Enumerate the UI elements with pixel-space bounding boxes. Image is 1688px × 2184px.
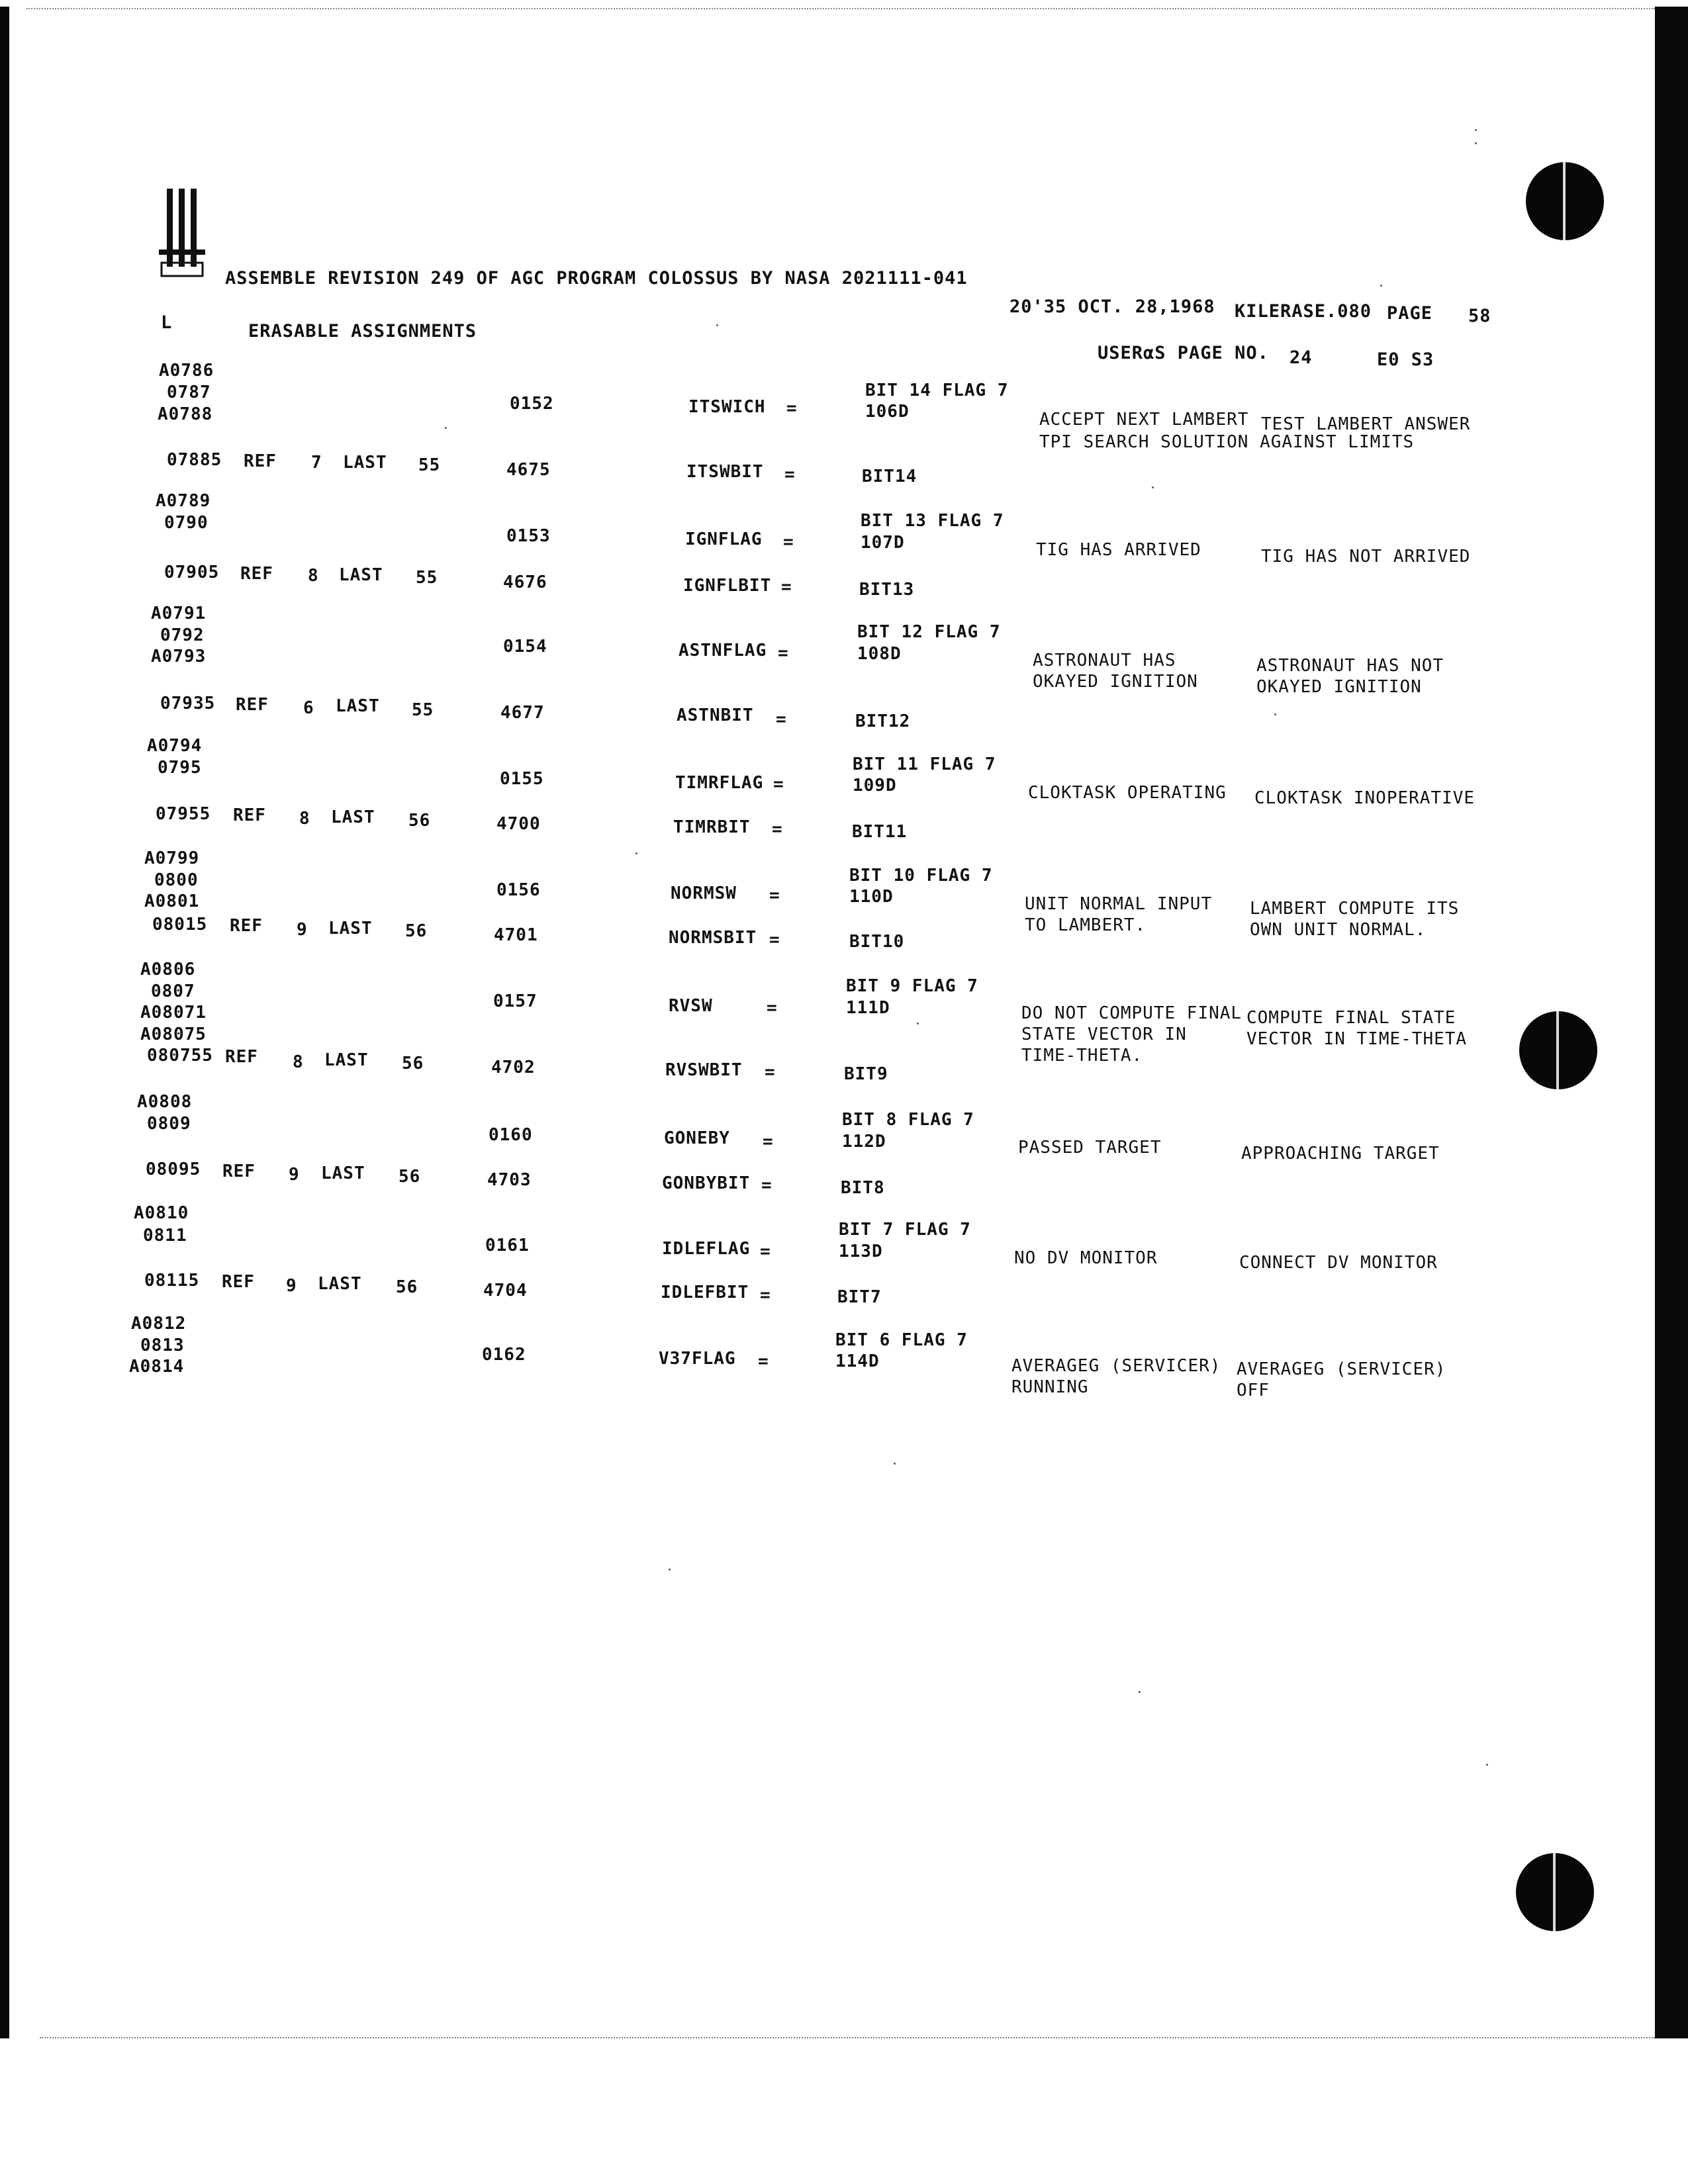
entry-reset-meaning: TEST LAMBERT ANSWER xyxy=(1261,414,1471,434)
scan-speck xyxy=(1274,713,1276,715)
left-marker: L xyxy=(161,312,173,333)
entry-symbol: IDLEFLAG xyxy=(662,1239,751,1259)
entry-id: A0794 xyxy=(147,736,203,756)
ref-count: 9 xyxy=(297,920,308,940)
scan-speck xyxy=(716,324,718,326)
entry-symbol: NORMSW xyxy=(671,884,737,903)
entry-reset-meaning: CONNECT DV MONITOR xyxy=(1239,1253,1438,1273)
entry-equals: = xyxy=(778,643,789,663)
bit-address: 4701 xyxy=(494,925,538,945)
top-scan-edge xyxy=(26,8,1655,11)
section-title: ERASABLE ASSIGNMENTS xyxy=(248,321,477,341)
last-label: LAST xyxy=(318,1274,362,1294)
scan-speck xyxy=(1475,129,1477,131)
scan-speck xyxy=(445,427,447,429)
scan-speck xyxy=(669,1569,671,1570)
entry-decimal: 114D xyxy=(835,1351,880,1371)
ref-id: 07955 xyxy=(156,804,211,824)
bit-symbol: IGNFLBIT xyxy=(683,576,772,596)
last-label: LAST xyxy=(331,807,375,827)
entry-equals: = xyxy=(781,577,792,597)
last-page: 56 xyxy=(402,1054,424,1073)
entry-set-meaning: AVERAGEG (SERVICER) RUNNING xyxy=(1011,1356,1221,1397)
entry-reset-meaning: CLOKTASK INOPERATIVE xyxy=(1254,788,1476,808)
entry-bit-flag: BIT 9 FLAG 7 xyxy=(846,976,978,996)
last-page: 55 xyxy=(418,455,441,475)
entry-equals: = xyxy=(765,1062,776,1082)
ref-id: 07905 xyxy=(164,563,220,582)
entry-id: A0812 xyxy=(131,1314,187,1334)
entry-equals: = xyxy=(769,886,780,905)
entry-symbol: ASTNFLAG xyxy=(679,641,767,660)
entry-symbol: GONEBY xyxy=(664,1128,730,1148)
entry-set-meaning: ASTRONAUT HAS OKAYED IGNITION xyxy=(1033,651,1198,692)
entry-id: 0809 xyxy=(147,1114,191,1134)
users-page-label: USERαS PAGE NO. xyxy=(1098,343,1269,363)
bit-address: 4700 xyxy=(496,814,541,834)
entry-decimal: 106D xyxy=(865,402,910,422)
entry-bit-flag: BIT 10 FLAG 7 xyxy=(849,866,993,886)
ref-id: 08095 xyxy=(146,1160,201,1179)
left-scan-border xyxy=(0,7,9,2038)
ref-id: 07885 xyxy=(167,450,222,470)
punch-hole-top xyxy=(1526,162,1604,240)
entry-reset-meaning: COMPUTE FINAL STATE VECTOR IN TIME-THETA xyxy=(1246,1008,1468,1049)
ref-label: REF xyxy=(222,1272,255,1292)
last-page: 55 xyxy=(416,568,438,588)
bit-symbol: NORMSBIT xyxy=(669,928,757,948)
scan-speck xyxy=(1486,1764,1488,1766)
bit-symbol: ITSWBIT xyxy=(686,462,764,482)
entry-equals: = xyxy=(783,532,794,552)
entry-bit-flag: BIT 13 FLAG 7 xyxy=(861,511,1004,531)
entry-decimal: 108D xyxy=(857,644,902,664)
entry-address: 0155 xyxy=(500,769,544,789)
last-page: 56 xyxy=(396,1277,418,1297)
entry-id: A0799 xyxy=(144,848,200,868)
entry-id: A08075 xyxy=(140,1024,207,1044)
last-label: LAST xyxy=(321,1163,365,1183)
entry-equals: = xyxy=(786,398,798,418)
users-page-number: 24 xyxy=(1289,347,1313,368)
entry-address: 0153 xyxy=(506,526,551,546)
bit-symbol: IDLEFBIT xyxy=(661,1283,749,1302)
bit-symbol: GONBYBIT xyxy=(662,1173,751,1193)
last-page: 55 xyxy=(412,700,434,720)
ref-label: REF xyxy=(230,916,263,936)
bit-value: BIT10 xyxy=(849,932,905,952)
ref-label: REF xyxy=(233,805,266,825)
entry-set-meaning: ACCEPT NEXT LAMBERT xyxy=(1039,410,1249,430)
entry-set-meaning: TIG HAS ARRIVED xyxy=(1036,540,1201,560)
entry-address: 0162 xyxy=(482,1345,526,1365)
bit-value: BIT12 xyxy=(855,711,911,731)
bit-address: 4702 xyxy=(491,1058,536,1077)
bit-value: BIT7 xyxy=(837,1287,882,1307)
entry-id: A0791 xyxy=(151,604,207,623)
entry-address: 0154 xyxy=(503,637,547,657)
entry-equals: = xyxy=(773,774,784,794)
scan-speck xyxy=(917,1023,919,1024)
entry-id: A0789 xyxy=(156,491,211,511)
entry-decimal: 112D xyxy=(842,1132,886,1152)
entry-equals: = xyxy=(769,930,780,950)
entry-id: 0787 xyxy=(167,383,211,402)
ref-label: REF xyxy=(244,451,277,471)
entry-bit-flag: BIT 12 FLAG 7 xyxy=(857,622,1001,642)
bit-symbol: RVSWBIT xyxy=(665,1060,743,1080)
corner-code: E0 S3 xyxy=(1377,349,1434,370)
entry-equals: = xyxy=(784,465,796,484)
assembly-title: ASSEMBLE REVISION 249 OF AGC PROGRAM COLOSSUS BY NASA 2021111-041 xyxy=(225,268,968,289)
bit-value: BIT13 xyxy=(859,580,915,600)
entry-equals: = xyxy=(776,709,787,729)
bit-value: BIT8 xyxy=(841,1178,885,1198)
entry-address: 0156 xyxy=(496,880,541,900)
entry-set-meaning: DO NOT COMPUTE FINAL STATE VECTOR IN TIME-THETA. xyxy=(1021,1003,1243,1066)
ref-label: REF xyxy=(222,1161,256,1181)
entry-decimal: 111D xyxy=(846,998,890,1018)
entry-bit-flag: BIT 8 FLAG 7 xyxy=(842,1110,974,1130)
entry-reset-meaning: TIG HAS NOT ARRIVED xyxy=(1261,547,1471,567)
entry-decimal: 110D xyxy=(849,887,894,907)
entry-meaning-continued: TPI SEARCH SOLUTION AGAINST LIMITS xyxy=(1039,432,1415,452)
assembly-timestamp: 20'35 OCT. 28,1968 xyxy=(1009,296,1215,317)
ref-id: 08115 xyxy=(144,1271,200,1291)
assembly-filename: KILERASE.080 xyxy=(1235,301,1372,322)
last-page: 56 xyxy=(405,921,428,941)
entry-id: A0814 xyxy=(129,1357,185,1377)
ref-count: 9 xyxy=(289,1165,300,1185)
entry-symbol: V37FLAG xyxy=(659,1349,736,1369)
entry-decimal: 109D xyxy=(853,776,897,796)
punch-hole-middle xyxy=(1519,1011,1597,1089)
scan-speck xyxy=(1380,285,1382,287)
bit-value: BIT9 xyxy=(844,1064,888,1084)
entry-reset-meaning: AVERAGEG (SERVICER) OFF xyxy=(1237,1359,1446,1400)
last-label: LAST xyxy=(324,1050,369,1070)
entry-id: A0801 xyxy=(144,891,200,911)
entry-id: 0807 xyxy=(151,981,195,1001)
bit-value: BIT14 xyxy=(862,467,917,486)
entry-decimal: 113D xyxy=(839,1242,883,1261)
entry-equals: = xyxy=(760,1242,771,1261)
entry-address: 0161 xyxy=(485,1236,530,1255)
ref-label: REF xyxy=(236,695,269,715)
bit-address: 4704 xyxy=(483,1281,528,1300)
entry-id: 0795 xyxy=(158,758,202,778)
ref-count: 7 xyxy=(311,453,322,473)
entry-id: A0808 xyxy=(137,1092,193,1112)
entry-symbol: ITSWICH xyxy=(688,397,766,417)
bit-symbol: ASTNBIT xyxy=(677,705,754,725)
scan-speck xyxy=(1475,142,1477,144)
entry-bit-flag: BIT 6 FLAG 7 xyxy=(835,1330,968,1350)
entry-id: A0788 xyxy=(158,404,213,424)
bit-address: 4703 xyxy=(487,1170,532,1190)
entry-set-meaning: NO DV MONITOR xyxy=(1014,1248,1158,1268)
bit-address: 4676 xyxy=(503,572,547,592)
ref-count: 8 xyxy=(293,1052,304,1072)
ref-id: 08015 xyxy=(152,915,208,934)
entry-id: 0811 xyxy=(143,1226,187,1246)
entry-symbol: IGNFLAG xyxy=(685,529,763,549)
last-page: 56 xyxy=(408,811,431,831)
ref-count: 6 xyxy=(303,698,314,718)
last-label: LAST xyxy=(343,453,387,473)
right-scan-border xyxy=(1655,7,1688,2038)
entry-id: A0806 xyxy=(140,960,196,979)
ref-count: 8 xyxy=(299,809,310,829)
ref-count: 8 xyxy=(308,566,319,586)
entry-bit-flag: BIT 7 FLAG 7 xyxy=(839,1220,971,1240)
entry-id: 0813 xyxy=(140,1336,185,1355)
entry-set-meaning: PASSED TARGET xyxy=(1018,1138,1162,1158)
entry-id: A0786 xyxy=(159,361,214,381)
ref-id: 07935 xyxy=(160,694,216,713)
entry-reset-meaning: LAMBERT COMPUTE ITS OWN UNIT NORMAL. xyxy=(1250,899,1460,940)
entry-id: 0792 xyxy=(160,625,205,645)
entry-equals: = xyxy=(763,1132,774,1152)
last-page: 56 xyxy=(399,1167,421,1187)
entry-reset-meaning: APPROACHING TARGET xyxy=(1241,1144,1440,1163)
entry-address: 0152 xyxy=(510,394,554,414)
entry-id: A0793 xyxy=(151,647,207,666)
bit-symbol: TIMRBIT xyxy=(673,817,751,837)
page-number: 58 xyxy=(1468,306,1491,326)
last-label: LAST xyxy=(339,565,383,585)
scan-speck xyxy=(1139,1691,1141,1693)
printer-logo-mark xyxy=(159,189,207,278)
entry-address: 0157 xyxy=(493,991,538,1011)
bottom-scan-edge xyxy=(40,2037,1655,2040)
ref-label: REF xyxy=(240,564,273,584)
entry-id: A08071 xyxy=(140,1003,207,1023)
entry-id: 0800 xyxy=(154,870,199,890)
entry-set-meaning: CLOKTASK OPERATING xyxy=(1028,783,1227,803)
bit-address: 4677 xyxy=(500,703,545,723)
page-label: PAGE xyxy=(1387,303,1433,324)
bit-address: 4675 xyxy=(506,460,551,480)
last-label: LAST xyxy=(336,696,380,716)
entry-set-meaning: UNIT NORMAL INPUT TO LAMBERT. xyxy=(1025,894,1213,935)
ref-count: 9 xyxy=(286,1276,297,1296)
scan-speck xyxy=(1152,486,1154,488)
ref-id: 080755 xyxy=(147,1046,213,1066)
entry-equals: = xyxy=(772,819,783,839)
entry-reset-meaning: ASTRONAUT HAS NOT OKAYED IGNITION xyxy=(1256,656,1444,697)
entry-bit-flag: BIT 11 FLAG 7 xyxy=(853,754,996,774)
scan-speck xyxy=(894,1463,896,1465)
entry-equals: = xyxy=(760,1285,771,1305)
entry-symbol: TIMRFLAG xyxy=(675,773,764,793)
entry-bit-flag: BIT 14 FLAG 7 xyxy=(865,381,1009,400)
bit-value: BIT11 xyxy=(852,822,908,842)
punch-hole-bottom xyxy=(1516,1853,1594,1931)
entry-equals: = xyxy=(761,1175,773,1195)
entry-decimal: 107D xyxy=(861,533,905,553)
ref-label: REF xyxy=(225,1047,258,1067)
entry-equals: = xyxy=(758,1351,769,1371)
entry-equals: = xyxy=(767,998,778,1018)
entry-address: 0160 xyxy=(489,1125,533,1145)
last-label: LAST xyxy=(328,919,373,938)
entry-id: 0790 xyxy=(164,513,209,533)
entry-id: A0810 xyxy=(134,1203,189,1223)
entry-symbol: RVSW xyxy=(669,996,713,1016)
scan-speck xyxy=(635,852,637,854)
